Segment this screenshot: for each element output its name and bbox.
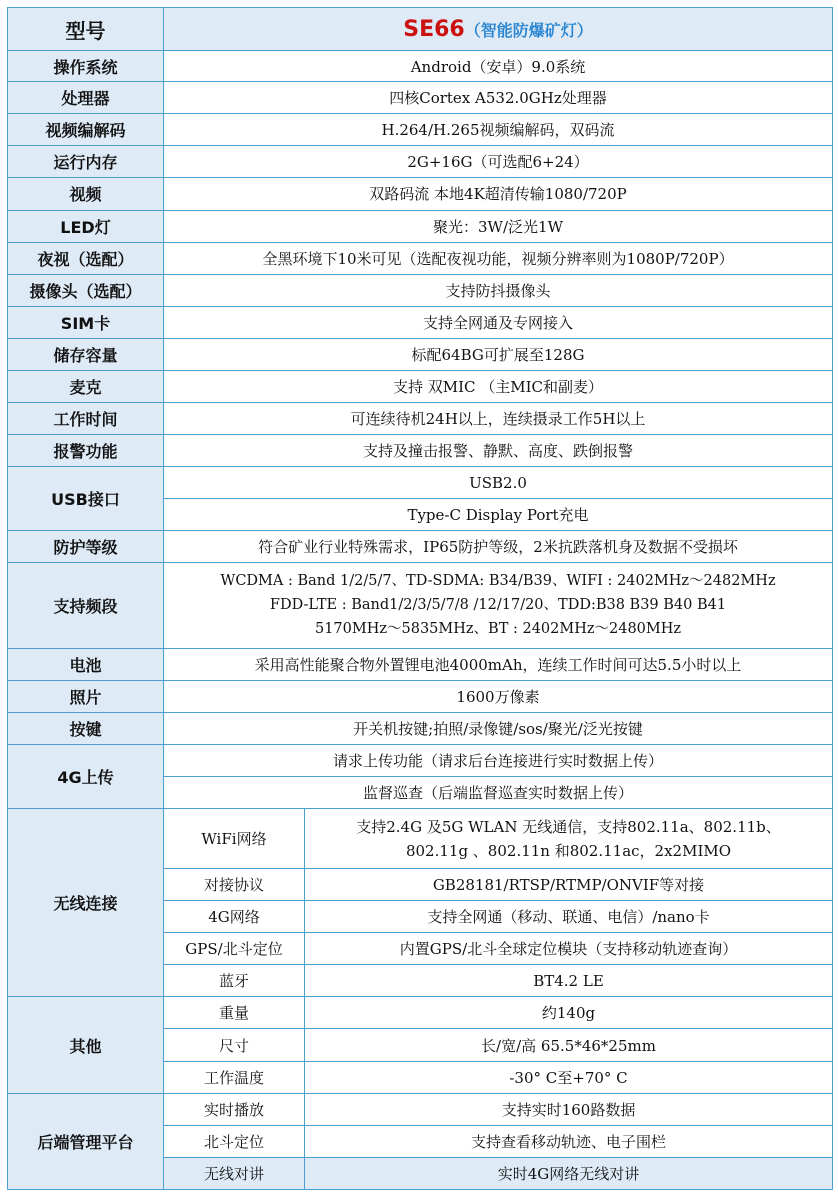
table-row [8, 338, 833, 370]
sub-label: GPS/北斗定位 [164, 933, 305, 965]
spec-table [7, 7, 833, 1190]
row-label: 照片 [8, 680, 164, 712]
row-value: 支持全网通（移动、联通、电信）/nano卡 [305, 901, 833, 933]
row-value: Type-C Display Port充电 [164, 499, 833, 531]
sub-label: 蓝牙 [164, 965, 305, 997]
table-row [8, 178, 833, 210]
row-value: 聚光：3W/泛光1W [164, 210, 833, 242]
row-value: -30° C至+70° C [305, 1061, 833, 1093]
table-row [8, 51, 833, 82]
table-row [8, 1093, 833, 1125]
table-row [8, 146, 833, 178]
table-row [8, 306, 833, 338]
row-value: 全黑环境下10米可见（选配夜视功能，视频分辨率则为1080P/720P） [164, 242, 833, 274]
row-value: 请求上传功能（请求后台连接进行实时数据上传） [164, 744, 833, 776]
row-value: H.264/H.265视频编解码，双码流 [164, 114, 833, 146]
row-label: 支持频段 [8, 563, 164, 648]
table-row [8, 648, 833, 680]
row-label: 麦克 [8, 370, 164, 402]
row-value: 内置GPS/北斗全球定位模块（支持移动轨迹查询） [305, 933, 833, 965]
row-label: 视频 [8, 178, 164, 210]
row-label: 4G上传 [8, 744, 164, 808]
table-row [8, 370, 833, 402]
band-line: WCDMA : Band 1/2/5/7、TD-SDMA: B34/B39、WIFI : 2402MHz～2482MHz [220, 573, 776, 590]
sub-label: 重量 [164, 997, 305, 1029]
row-value: 支持及撞击报警、静默、高度、跌倒报警 [164, 435, 833, 467]
row-value: 支持防抖摄像头 [164, 274, 833, 306]
row-value: 实时4G网络无线对讲 [305, 1157, 833, 1189]
row-value: 1600万像素 [164, 680, 833, 712]
model-note: （智能防爆矿灯） [464, 20, 593, 40]
wifi-line: 802.11g 、802.11n 和802.11ac，2x2MIMO [405, 841, 732, 860]
row-label: 按键 [8, 712, 164, 744]
table-row [8, 82, 833, 114]
row-value: 支持全网通及专网接入 [164, 306, 833, 338]
row-value: 约140g [305, 997, 833, 1029]
table-row [8, 210, 833, 242]
table-row [8, 435, 833, 467]
band-line: 5170MHz～5835MHz、BT : 2402MHz～2480MHz [314, 621, 682, 638]
table-row [8, 402, 833, 434]
row-label: USB接口 [8, 467, 164, 531]
header-row [8, 8, 833, 51]
table-row [8, 242, 833, 274]
row-value: 符合矿业行业特殊需求，IP65防护等级，2米抗跌落机身及数据不受损坏 [164, 531, 833, 563]
row-value: Android（安卓）9.0系统 [164, 51, 833, 82]
row-value: 支持查看移动轨迹、电子围栏 [305, 1125, 833, 1157]
table-row [8, 808, 833, 868]
row-value: USB2.0 [164, 467, 833, 499]
row-value: 支持实时160路数据 [305, 1093, 833, 1125]
row-label: 后端管理平台 [8, 1093, 164, 1189]
table-row [8, 744, 833, 776]
row-value: 标配64BG可扩展至128G [164, 338, 833, 370]
row-value: 四核Cortex A532.0GHz处理器 [164, 82, 833, 114]
band-line: FDD-LTE : Band1/2/3/5/7/8 /12/17/20、TDD:B38 B39 B40 B41 [269, 597, 727, 614]
model-cell [164, 8, 833, 51]
row-value: 开关机按键;拍照/录像键/sos/聚光/泛光按键 [164, 712, 833, 744]
row-label: 夜视（选配） [8, 242, 164, 274]
row-value: 2G+16G（可选配6+24） [164, 146, 833, 178]
row-value: GB28181/RTSP/RTMP/ONVIF等对接 [305, 869, 833, 901]
wifi-line: 支持2.4G 及5G WLAN 无线通信，支持802.11a、802.11b、 [356, 817, 781, 836]
sub-label: 尺寸 [164, 1029, 305, 1061]
sub-label: 4G网络 [164, 901, 305, 933]
table-row [8, 680, 833, 712]
row-label: 工作时间 [8, 402, 164, 434]
row-value: 双路码流 本地4K超清传输1080/720P [164, 178, 833, 210]
model-label: 型号 [8, 8, 164, 51]
row-label: 摄像头（选配） [8, 274, 164, 306]
sub-label: 工作温度 [164, 1061, 305, 1093]
sub-label: 北斗定位 [164, 1125, 305, 1157]
row-value: BT4.2 LE [305, 965, 833, 997]
sub-label: 无线对讲 [164, 1157, 305, 1189]
table-row [8, 114, 833, 146]
row-value [305, 808, 833, 868]
row-label: 报警功能 [8, 435, 164, 467]
sub-label: WiFi网络 [164, 808, 305, 868]
model-name: SE66 [403, 16, 465, 42]
table-row [8, 563, 833, 648]
row-label: SIM卡 [8, 306, 164, 338]
row-label: 无线连接 [8, 808, 164, 996]
sub-label: 实时播放 [164, 1093, 305, 1125]
row-value: 支持 双MIC （主MIC和副麦） [164, 370, 833, 402]
row-label: 运行内存 [8, 146, 164, 178]
row-value: 采用高性能聚合物外置锂电池4000mAh，连续工作时间可达5.5小时以上 [164, 648, 833, 680]
sub-label: 对接协议 [164, 869, 305, 901]
table-row [8, 531, 833, 563]
row-label: 电池 [8, 648, 164, 680]
row-label: 储存容量 [8, 338, 164, 370]
table-row [8, 712, 833, 744]
row-label: 操作系统 [8, 51, 164, 82]
row-label: 处理器 [8, 82, 164, 114]
table-row [8, 997, 833, 1029]
table-row [8, 274, 833, 306]
row-value [164, 563, 833, 648]
row-value: 长/宽/高 65.5*46*25mm [305, 1029, 833, 1061]
table-row [8, 467, 833, 499]
row-label: 其他 [8, 997, 164, 1093]
row-label: 防护等级 [8, 531, 164, 563]
row-label: LED灯 [8, 210, 164, 242]
row-value: 可连续待机24H以上，连续摄录工作5H以上 [164, 402, 833, 434]
row-label: 视频编解码 [8, 114, 164, 146]
row-value: 监督巡查（后端监督巡查实时数据上传） [164, 776, 833, 808]
